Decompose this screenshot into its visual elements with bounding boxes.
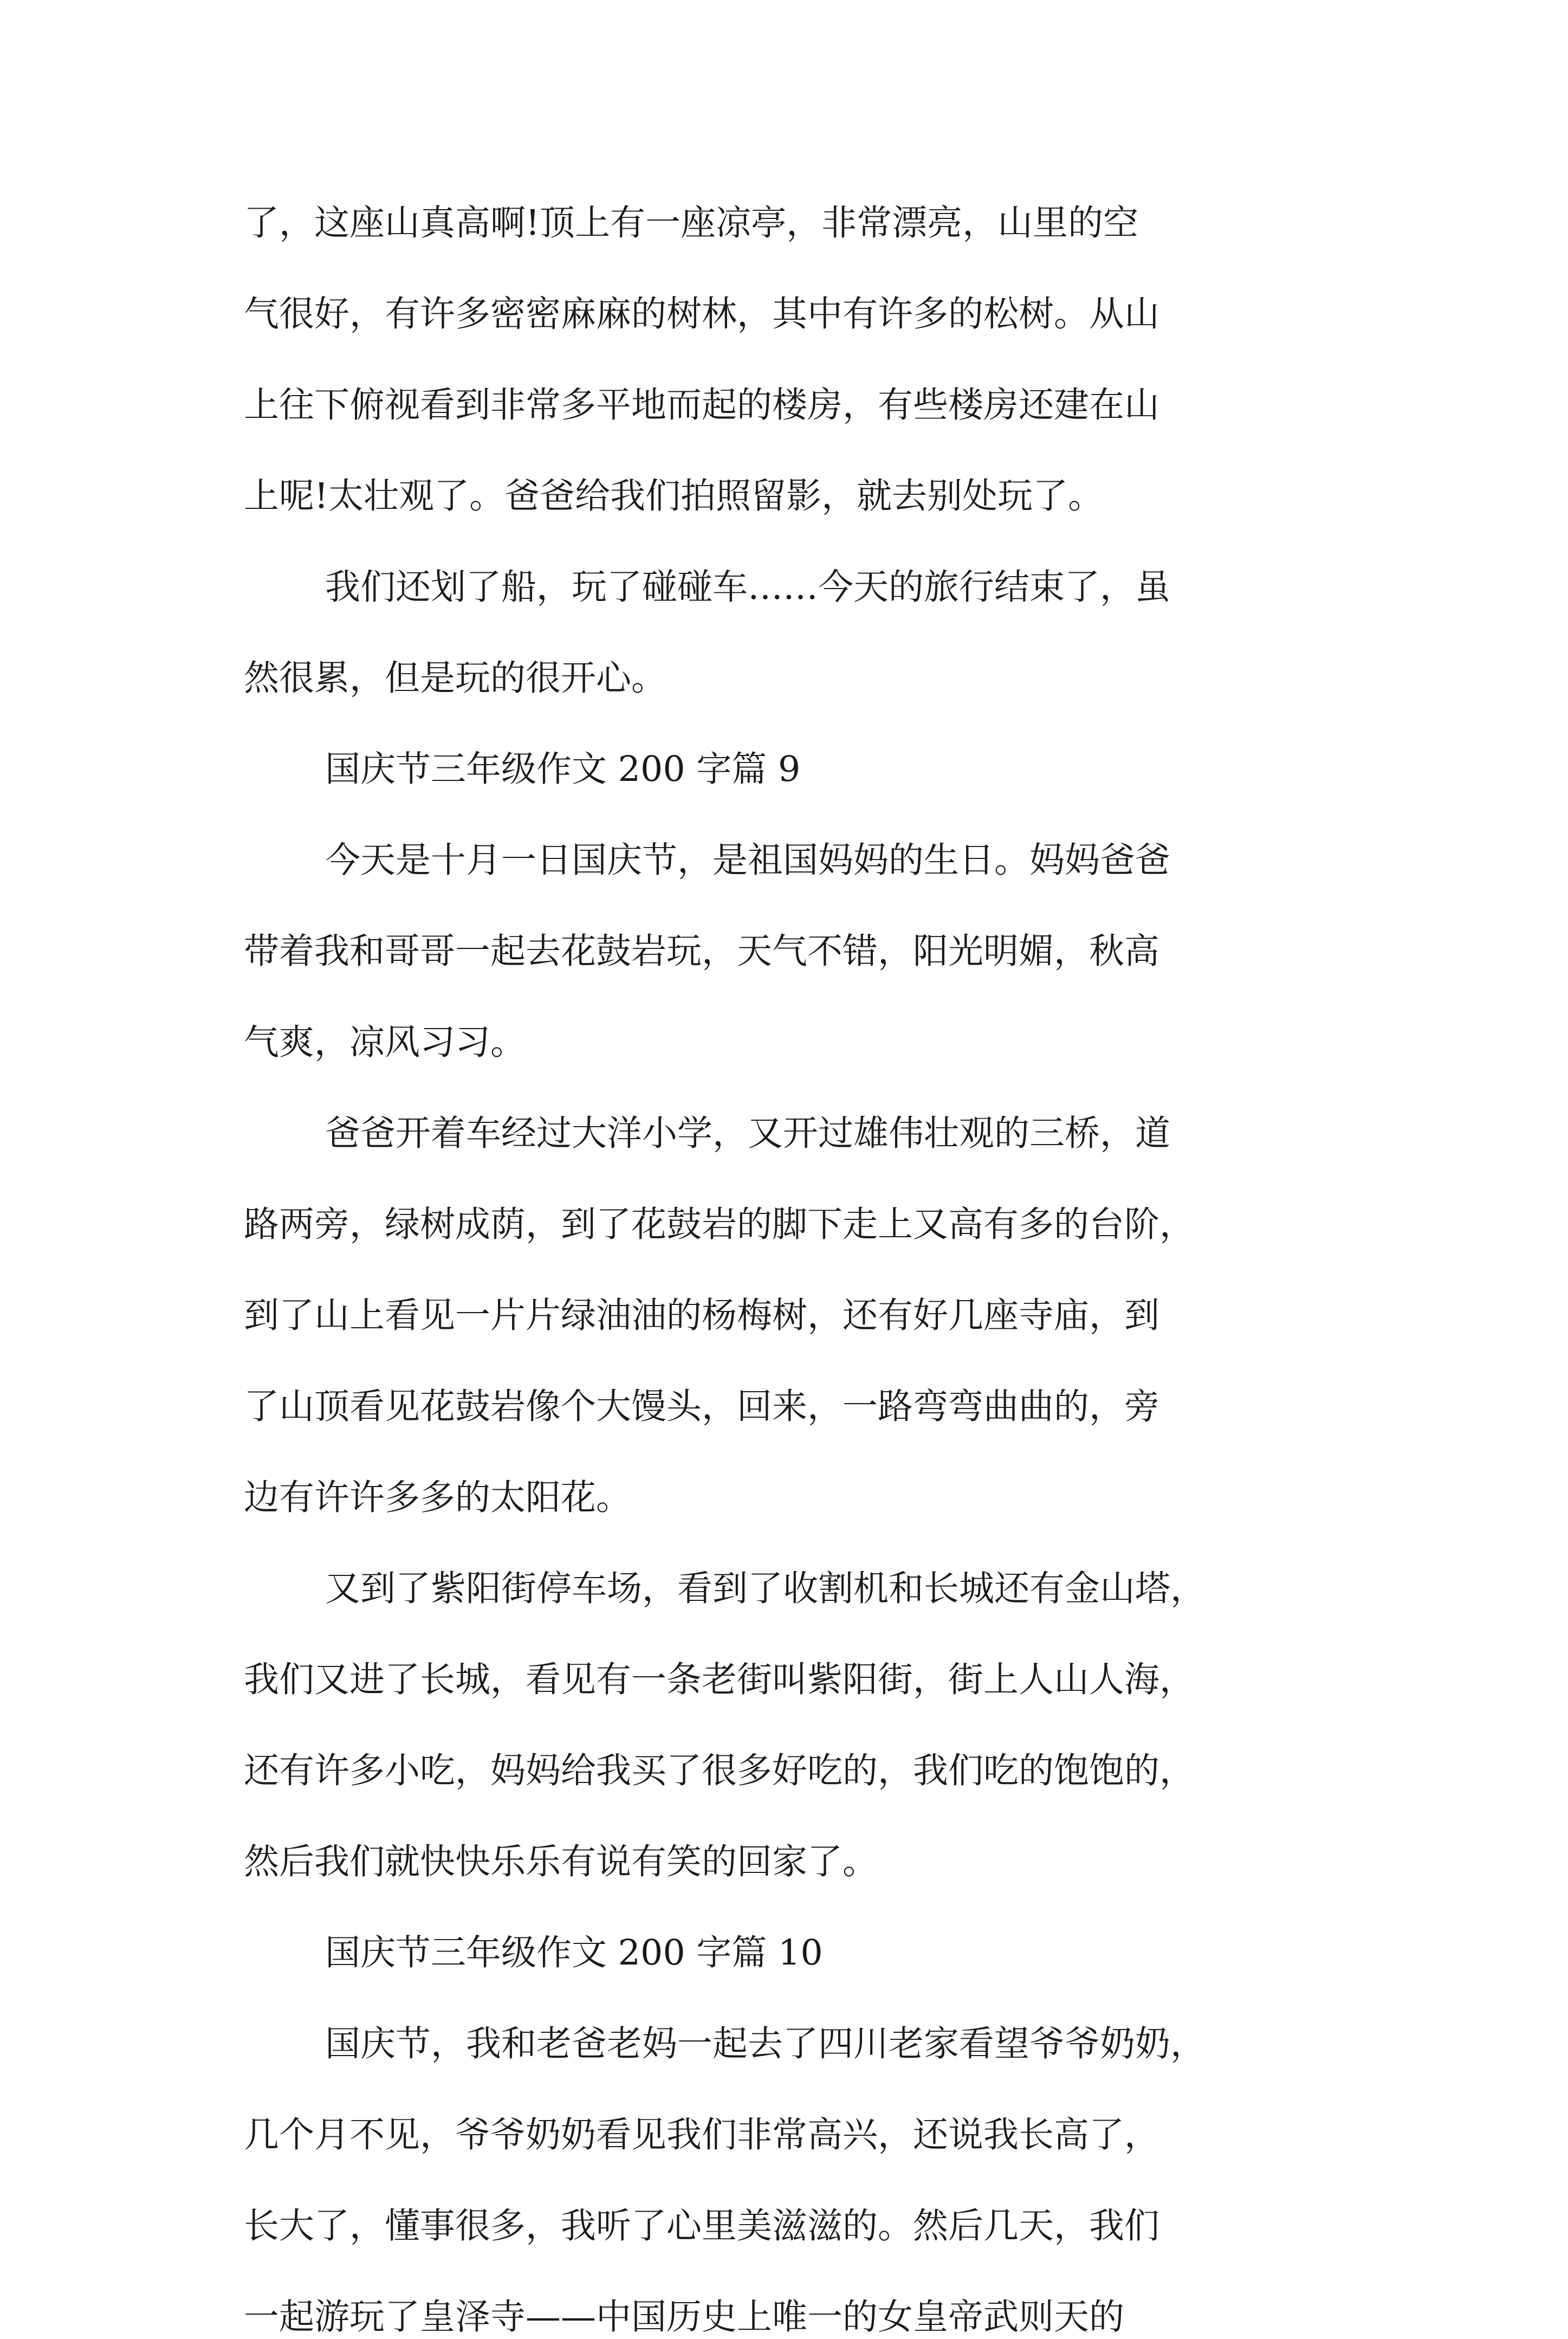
section-heading: 国庆节三年级作文 200 字篇 9: [325, 749, 801, 790]
text-line: 路两旁，绿树成荫，到了花鼓岩的脚下走上又高有多的台阶，: [244, 1204, 1195, 1245]
text-line: 上呢!太壮观了。爸爸给我们拍照留影，就去别处玩了。: [244, 476, 1104, 516]
section-heading: 国庆节三年级作文 200 字篇 10: [325, 1933, 823, 1973]
text-line: 边有许许多多的太阳花。: [244, 1477, 632, 1518]
paragraph-start: 国庆节，我和老爸老妈一起去了四川老家看望爷爷奶奶，: [325, 2024, 1206, 2064]
text-line: 了山顶看见花鼓岩像个大馒头，回来，一路弯弯曲曲的，旁: [244, 1386, 1160, 1427]
text-line: 我们又进了长城，看见有一条老街叫紫阳街，街上人山人海，: [244, 1659, 1195, 1700]
paragraph-start: 今天是十月一日国庆节，是祖国妈妈的生日。妈妈爸爸: [325, 840, 1171, 881]
text-line: 几个月不见，爷爷奶奶看见我们非常高兴，还说我长高了，: [244, 2115, 1160, 2155]
paragraph-start: 我们还划了船，玩了碰碰车……今天的旅行结束了，虽: [325, 567, 1171, 608]
text-line: 气爽，凉风习习。: [244, 1022, 526, 1063]
text-line: 还有许多小吃，妈妈给我买了很多好吃的，我们吃的饱饱的，: [244, 1750, 1195, 1791]
text-line: 到了山上看见一片片绿油油的杨梅树，还有好几座寺庙，到: [244, 1295, 1160, 1336]
text-line: 了，这座山真高啊!顶上有一座凉亭，非常漂亮，山里的空: [244, 203, 1139, 243]
text-line: 带着我和哥哥一起去花鼓岩玩，天气不错，阳光明媚，秋高: [244, 931, 1160, 972]
paragraph-start: 爸爸开着车经过大洋小学，又开过雄伟壮观的三桥，道: [325, 1113, 1171, 1154]
paragraph-start: 又到了紫阳街停车场，看到了收割机和长城还有金山塔，: [325, 1568, 1206, 1609]
text-line: 然后我们就快快乐乐有说有笑的回家了。: [244, 1842, 878, 1882]
text-line: 气很好，有许多密密麻麻的树林，其中有许多的松树。从山: [244, 294, 1160, 334]
text-line: 然很累，但是玩的很开心。: [244, 658, 667, 699]
text-line: 上往下俯视看到非常多平地而起的楼房，有些楼房还建在山: [244, 385, 1160, 425]
text-line: 一起游玩了皇泽寺——中国历史上唯一的女皇帝武则天的: [244, 2297, 1125, 2337]
text-line: 长大了，懂事很多，我听了心里美滋滋的。然后几天，我们: [244, 2206, 1160, 2246]
